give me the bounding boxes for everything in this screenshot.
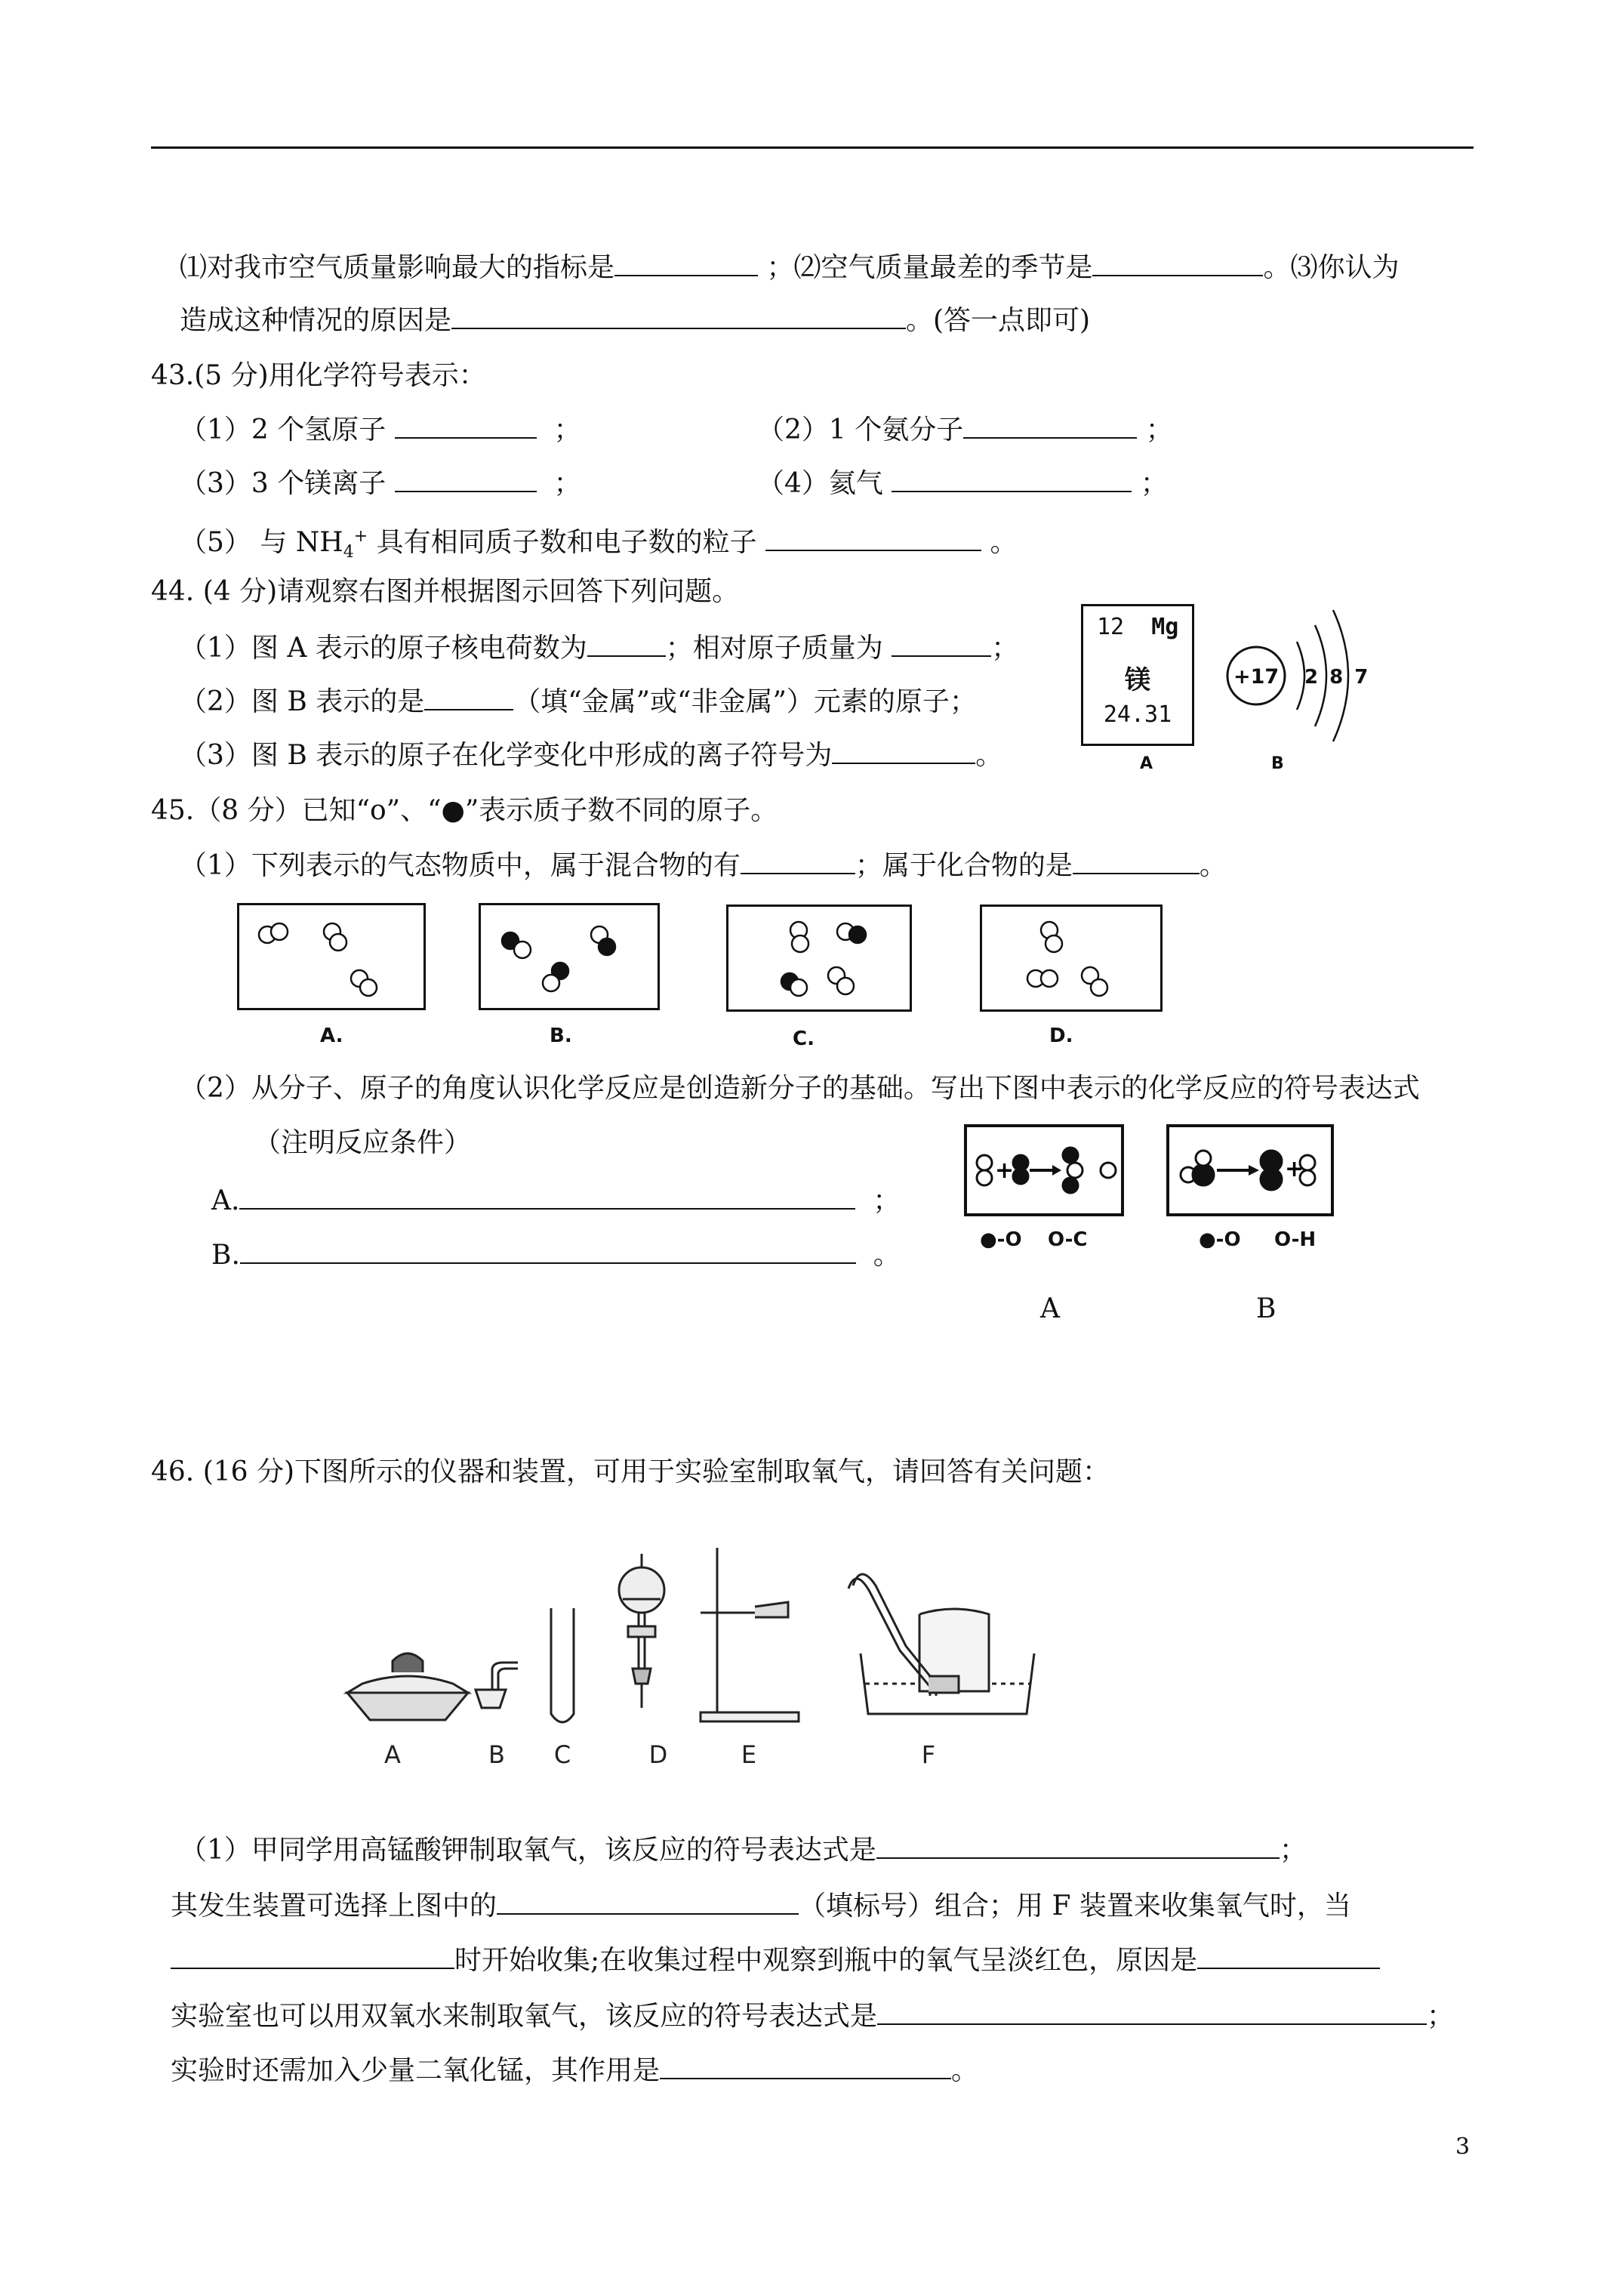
answer-blank[interactable] [497, 1888, 799, 1915]
box-label-a: A. [320, 1025, 343, 1047]
answer-blank[interactable] [614, 249, 758, 276]
svg-text:+: + [1285, 1156, 1304, 1182]
answer-blank[interactable] [395, 411, 537, 439]
legend-oxygen: ●-O [1199, 1228, 1241, 1251]
q46-line3: 时开始收集;在收集过程中观察到瓶中的氧气呈淡红色，原因是 [171, 1942, 1380, 1979]
answer-blank[interactable] [1092, 249, 1263, 276]
answer-blank[interactable] [892, 465, 1132, 492]
apparatus-label-e: E [741, 1740, 757, 1769]
electron-shells: 2 8 7 [1304, 666, 1369, 689]
q42-line2: 造成这种情况的原因是 。(答一点即可) [180, 302, 1090, 339]
answer-blank[interactable] [171, 1942, 454, 1969]
q44-part3: （3）图 B 表示的原子在化学变化中形成的离子符号为 。 [180, 737, 1002, 774]
q45-line-b: B. 。 [211, 1237, 901, 1274]
page-number: 3 [1455, 2134, 1471, 2160]
apparatus-label-f: F [921, 1740, 936, 1769]
particle-box-d [980, 905, 1163, 1012]
svg-text:+: + [995, 1157, 1015, 1184]
answer-blank[interactable] [1197, 1942, 1380, 1969]
element-name: 镁 [1125, 665, 1150, 695]
legend-hydrogen: O-H [1274, 1228, 1317, 1251]
legend-carbon: O-C [1048, 1228, 1088, 1251]
q44-part2: （2）图 B 表示的是 （填“金属”或“非金属”）元素的原子； [180, 683, 977, 720]
answer-blank[interactable] [741, 847, 855, 874]
reaction-diagram-a [963, 1123, 1125, 1217]
answer-blank[interactable] [424, 683, 513, 710]
q44-title: 44. (4 分)请观察右图并根据图示回答下列问题。 [151, 576, 740, 607]
q45-title: 45.（8 分）已知“o”、“●”表示质子数不同的原子。 [151, 795, 778, 826]
q45-line-a: A. ； [211, 1182, 900, 1219]
answer-blank[interactable] [765, 524, 981, 551]
apparatus-label-b: B [488, 1740, 505, 1769]
apparatus-label-c: C [553, 1740, 571, 1769]
apparatus-label-d: D [648, 1740, 668, 1769]
q45-part1: （1）下列表示的气态物质中，属于混合物的有 ；属于化合物的是 。 [180, 847, 1227, 884]
answer-blank[interactable] [239, 1182, 855, 1210]
q43-part1: （1）2 个氢原子 ； [180, 411, 581, 448]
answer-blank[interactable] [963, 411, 1137, 439]
reaction-label-a: A [1040, 1293, 1060, 1324]
answer-blank[interactable] [395, 465, 537, 492]
q43-part3: （3）3 个镁离子 ； [180, 465, 581, 502]
answer-blank[interactable] [876, 1832, 1280, 1859]
header-rule [151, 146, 1474, 149]
apparatus-label-a: A [384, 1740, 401, 1769]
q46-line4: 实验室也可以用双氧水来制取氧气，该反应的符号表达式是 ； [171, 1998, 1454, 2035]
q44-part1: （1）图 A 表示的原子核电荷数为 ；相对原子质量为 ； [180, 630, 1018, 667]
answer-blank[interactable] [892, 630, 991, 657]
answer-blank[interactable] [451, 302, 906, 329]
answer-blank[interactable] [240, 1237, 856, 1264]
lab-apparatus-figure [332, 1533, 1042, 1789]
box-label-d: D. [1049, 1025, 1073, 1047]
q46-title: 46. (16 分)下图所示的仪器和装置，可用于实验室制取氧气，请回答有关问题： [151, 1456, 1110, 1487]
figure-label-b: B [1271, 754, 1284, 773]
legend-oxygen: ●-O [980, 1228, 1022, 1251]
answer-blank[interactable] [587, 630, 666, 657]
q46-line2: 其发生装置可选择上图中的 （填标号）组合；用 F 装置来收集氧气时，当 [171, 1888, 1351, 1925]
box-label-b: B. [550, 1025, 572, 1047]
atomic-number: 12 [1097, 614, 1125, 640]
figure-label-a: A [1140, 754, 1153, 773]
q42-line1: ⑴对我市空气质量影响最大的指标是 ；⑵空气质量最差的季节是 。⑶你认为 [180, 249, 1400, 286]
q46-line1: （1）甲同学用高锰酸钾制取氧气，该反应的符号表达式是 ； [180, 1832, 1307, 1869]
element-card-mg [1081, 604, 1194, 746]
answer-blank[interactable] [877, 1998, 1427, 2025]
q46-line5: 实验时还需加入少量二氧化锰，其作用是 。 [171, 2052, 978, 2089]
reaction-diagram-b [1166, 1123, 1335, 1217]
q45-part2: （2）从分子、原子的角度认识化学反应是创造新分子的基础。写出下图中表示的化学反应的符号表达式 [180, 1073, 1420, 1104]
answer-blank[interactable] [660, 2052, 951, 2079]
element-symbol: Mg [1151, 614, 1179, 640]
particle-box-c [726, 905, 912, 1012]
q45-part2-note: （注明反应条件） [254, 1127, 472, 1158]
atomic-mass: 24.31 [1103, 701, 1172, 728]
q43-part2: （2）1 个氨分子 ； [757, 411, 1173, 448]
q43-title: 43.(5 分)用化学符号表示： [151, 360, 486, 391]
answer-blank[interactable] [832, 737, 975, 764]
nucleus-charge: +17 [1233, 665, 1280, 689]
particle-box-b [479, 903, 660, 1010]
reaction-label-b: B [1256, 1293, 1277, 1324]
answer-blank[interactable] [1073, 847, 1200, 874]
particle-box-a [237, 903, 426, 1010]
q43-part5: （5） 与 $NH_4^+$ 具有相同质子数和电子数的粒子 。 [180, 519, 1018, 571]
box-label-c: C. [793, 1028, 815, 1050]
q43-part4: （4）氦气 ； [757, 465, 1168, 502]
